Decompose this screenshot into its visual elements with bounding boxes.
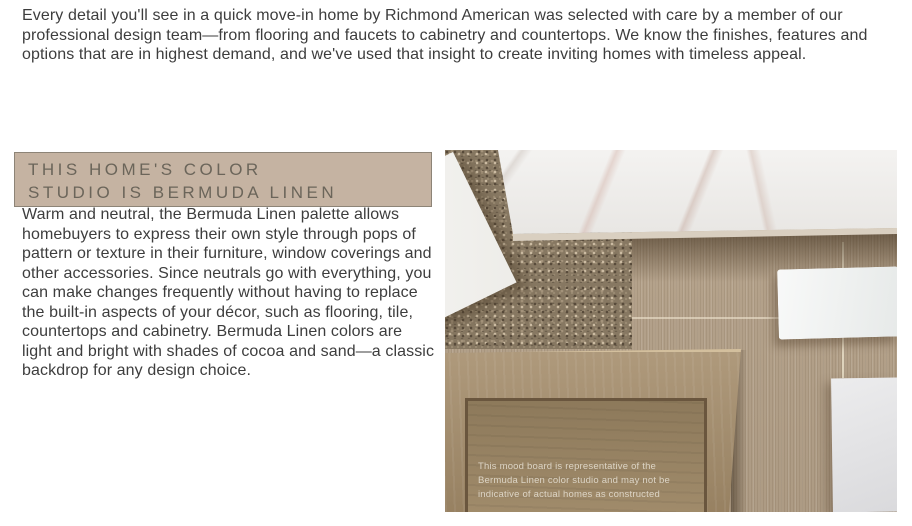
intro-paragraph: Every detail you'll see in a quick move-in home by Richmond American was selected with care by a member of our professional design team—from flooring and faucets to cabinetry and countertops. We know the finishes, features and options that are in highest demand, and we've used that insight to create inviting homes with timeless appeal. [22,7,868,63]
mood-board-disclaimer: This mood board is representative of the Bermuda Linen color studio and may not be indicative of actual homes as constructed [478,461,670,500]
color-studio-heading-box [14,152,432,207]
color-studio-heading-line1: THIS HOME'S COLOR [28,160,262,179]
subway-tile-swatch [777,266,897,339]
color-studio-heading-line2: STUDIO IS BERMUDA LINEN [28,183,338,202]
marble-countertop-swatch [445,150,897,242]
large-tile-swatch [831,378,897,512]
color-studio-description: Warm and neutral, the Bermuda Linen palette allows homebuyers to express their own style through pops of pattern or texture in their furniture, window coverings and other accessories. Since neutrals go with everything, you can make changes frequently without having to replace the built-in aspects of your décor, such as flooring, tile, countertops and cabinetry. Bermuda Linen colors are light and bright with shades of cocoa and sand—a classic backdrop for any design choice. [22,206,435,379]
mood-board-image [445,150,897,512]
